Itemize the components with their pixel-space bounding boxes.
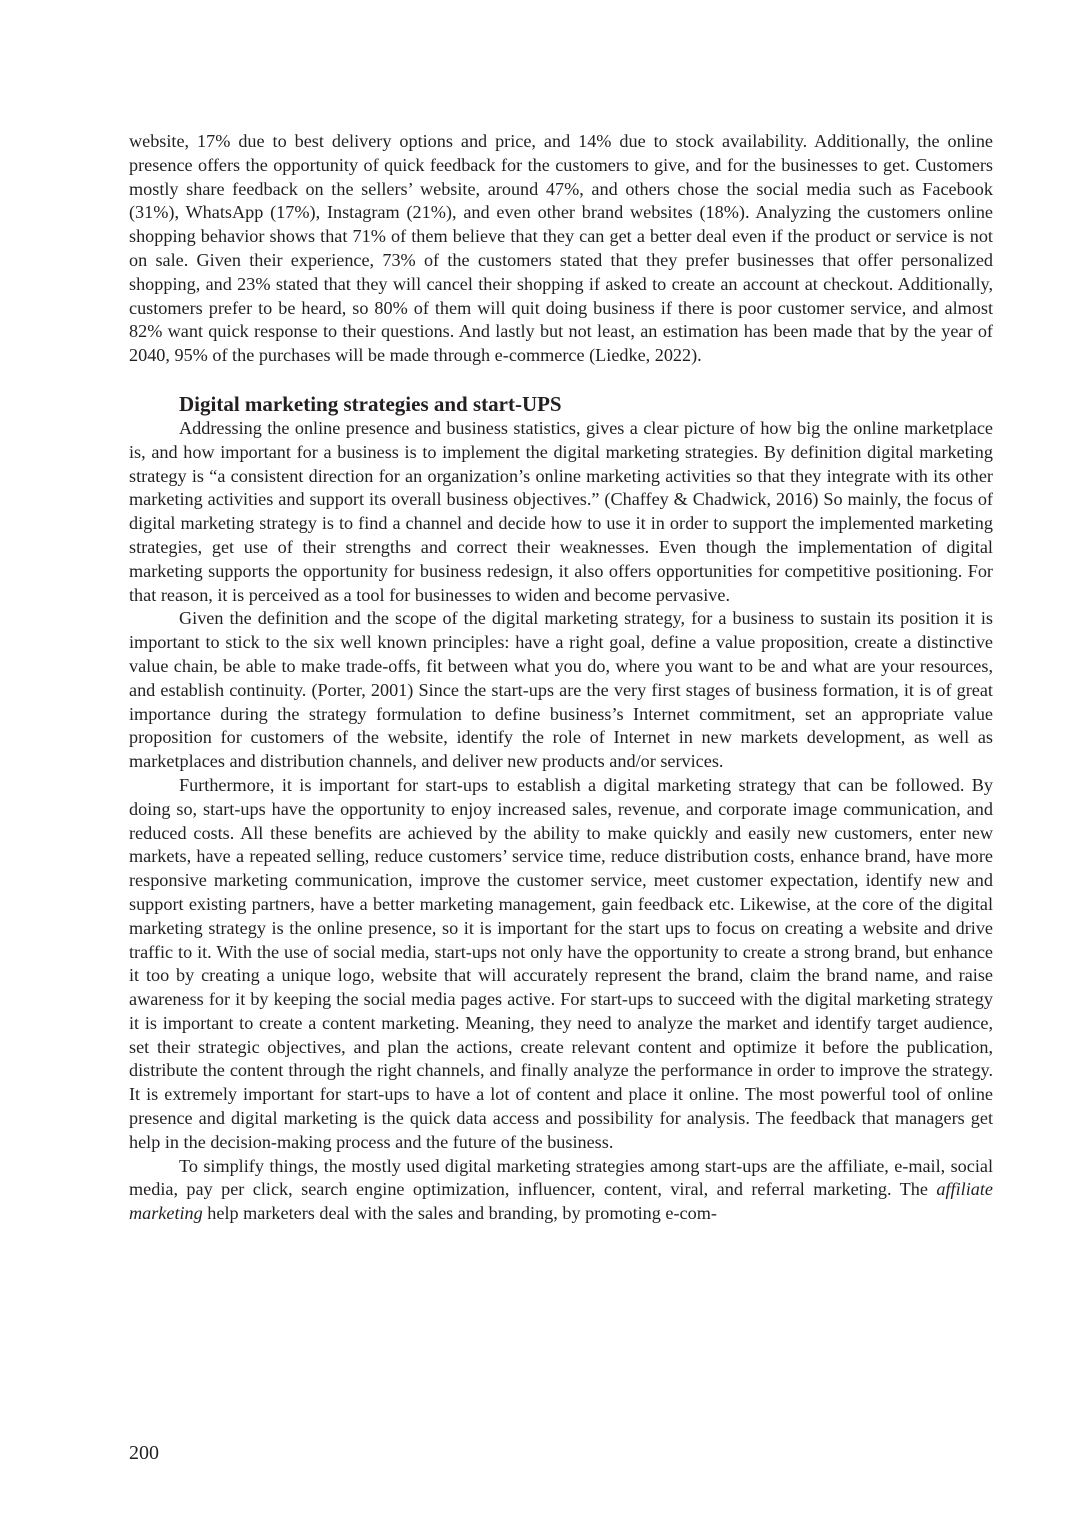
italic-term: affiliate marketing <box>129 1179 993 1224</box>
page-body <box>129 130 993 1226</box>
page-number: 200 <box>129 1442 159 1464</box>
paragraph-startup-benefits: Furthermore, it is important for start-ups to establish a digital marketing strategy that can be followed. By doing so, start-ups have the opportunity to enjoy increased sales, revenue, and corporate image communication, and reduced costs. All these benefits are achieved by the ability to make quickly and easily new customers, enter new markets, have a repeated selling, reduce customers’ service time, reduce distribution costs, enhance brand, have more responsive marketing communication, improve the customer service, meet customer expectation, identify new and support existing partners, have a better marketing management, gain feedback etc. Likewise, at the core of the digital marketing strategy is the online presence, so it is important for the start ups to focus on creating a website and drive traffic to it. With the use of social media, start-ups not only have the opportunity to create a strong brand, but enhance it too by creating a unique logo, website that will accurately represent the brand, claim the brand name, and raise awareness for it by keeping the social media pages active. For start-ups to succeed with the digital marketing strategy it is important to create a content marketing. Meaning, they need to analyze the market and identify target audience, set their strategic objectives, and plan the actions, create relevant content and optimize it before the publication, distribute the content through the right channels, and finally analyze the performance in order to improve the strategy. It is extremely important for start-ups to have a lot of content and place it online. The most powerful tool of online presence and digital marketing is the quick data access and possibility for analysis. The feedback that managers get help in the decision-making process and the future of the business. <box>129 774 993 1152</box>
paragraph-ecommerce-statistics: website, 17% due to best delivery options and price, and 14% due to stock availability. Additionally, the online presence offers the opportunity of quick feedback for the customers to give, and for the businesses to get. Customers mostly share feedback on the sellers’ website, around 47%, and others chose the social media such as Facebook (31%), WhatsApp (17%), Instagram (21%), and even other brand websites (18%). Analyzing the customers online shopping behavior shows that 71% of them believe that they can get a better deal even if the product or service is not on sale. Given their experience, 73% of the customers stated that they prefer businesses that offer personalized shopping, and 23% stated that they will cancel their shopping if asked to create an account at checkout. Additionally, customers prefer to be heard, so 80% of them will quit doing business if there is poor customer service, and almost 82% want quick response to their questions. And lastly but not least, an estimation has been made that by the year of 2040, 95% of the purchases will be made through e-commerce (Liedke, 2022). <box>129 131 993 366</box>
paragraph-text: To simplify things, the mostly used digital marketing strategies among start-ups are the affiliate, e-mail, social media, pay per click, search engine optimization, influencer, content, viral, and referral marketing. The <box>129 1155 993 1200</box>
paragraph-strategy-principles: Given the definition and the scope of the digital marketing strategy, for a business to sustain its position it is important to stick to the six well known principles: have a right goal, define a value proposition, create a distinctive value chain, be able to make trade-offs, fit between what you do, where you want to be and what are your resources, and establish continuity. (Porter, 2001) Since the start-ups are the very first stages of business formation, it is of great importance during the strategy formulation to define business’s Internet commitment, set an appropriate value proposition for customers of the website, identify the role of Internet in new markets development, as well as marketplaces and distribution channels, and deliver new products and/or services. <box>129 608 993 772</box>
section-heading: Digital marketing strategies and start-UPS <box>179 391 562 416</box>
paragraph-digital-marketing-definition: Addressing the online presence and business statistics, gives a clear picture of how big the online marketplace is, and how important for a business is to implement the digital marketing strategies. By definition digital marketing strategy is “a consistent direction for an organization’s online marketing activities so that they integrate with its other marketing activities and support its overall business objectives.” (Chaffey & Chadwick, 2016) So mainly, the focus of digital marketing strategy is to find a channel and decide how to use it in order to support the implemented marketing strategies, get use of their strengths and correct their weaknesses. Even though the implementation of digital marketing supports the opportunity for business redesign, it also offers opportunities for competitive positioning. For that reason, it is perceived as a tool for businesses to widen and become pervasive. <box>129 417 993 605</box>
paragraph-text-continued: help marketers deal with the sales and branding, by promoting e-com- <box>202 1203 717 1224</box>
paragraph-marketing-types <box>129 1155 993 1226</box>
